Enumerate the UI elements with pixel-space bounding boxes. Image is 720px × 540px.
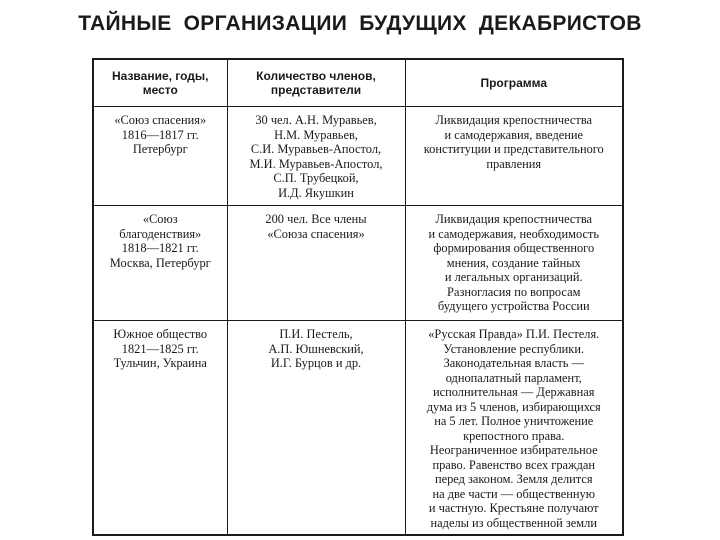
cell-line: будущего устройства России [437, 299, 590, 313]
cell-line: И.Д. Якушкин [278, 185, 354, 200]
cell-program [405, 321, 623, 536]
cell-line: 1816—1817 гг. [121, 127, 199, 142]
cell-name [93, 107, 227, 206]
cell-line: 200 чел. Все члены [265, 212, 367, 226]
cell-line: 1818—1821 гг. [121, 241, 199, 255]
cell-line: Ликвидация крепостничества [435, 113, 593, 127]
cell-line: и частную. Крестьяне получают [428, 501, 599, 515]
cell-line: П.И. Пестель, [279, 327, 353, 341]
cell-line: А.П. Юшневский, [268, 341, 364, 356]
table-header-row [93, 59, 623, 107]
cell-line: Разногласия по вопросам [447, 284, 581, 299]
header-line: место [142, 83, 178, 97]
cell-line: право. Равенство всех граждан [432, 457, 596, 472]
header-members [227, 59, 405, 107]
cell-line: перед законом. Земля делится [434, 472, 593, 486]
cell-members [227, 206, 405, 321]
cell-line: наделы из общественной земли [430, 515, 597, 530]
header-line: Количество членов, [256, 69, 376, 83]
cell-name [93, 321, 227, 536]
decembrist-organizations-table [92, 58, 624, 536]
cell-line: И.Г. Бурцов и др. [270, 356, 362, 370]
cell-line: на 5 лет. Полное уничтожение [434, 414, 594, 428]
cell-line: 30 чел. А.Н. Муравьев, [255, 113, 377, 127]
cell-name [93, 206, 227, 321]
cell-line: и самодержавия, необходимость [428, 226, 600, 241]
cell-program [405, 206, 623, 321]
cell-line: «Союз спасения» [114, 113, 207, 127]
table-row [93, 206, 623, 321]
cell-line: Ликвидация крепостничества [435, 212, 593, 226]
cell-line: Москва, Петербург [109, 255, 211, 270]
cell-line: Установление республики. [443, 341, 585, 356]
header-line: Программа [480, 76, 548, 90]
cell-line: Петербург [132, 142, 188, 156]
cell-line: С.И. Муравьев-Апостол, [250, 142, 382, 156]
cell-line: 1821—1825 гг. [121, 341, 199, 356]
cell-line: Законодательная власть — [443, 356, 584, 370]
table-row [93, 321, 623, 536]
cell-line: С.П. Трубецкой, [273, 171, 359, 185]
cell-line: и самодержавия, введение [444, 127, 584, 142]
cell-line: конституции и представительного [423, 142, 604, 156]
cell-line: Тульчин, Украина [113, 356, 207, 370]
cell-line: благоденствия» [119, 226, 202, 241]
cell-line: правления [486, 156, 542, 171]
cell-line: «Русская Правда» П.И. Пестеля. [428, 327, 600, 341]
cell-line: на две части — общественную [432, 486, 596, 501]
header-line: Название, годы, [111, 69, 209, 83]
cell-line: Неограниченное избирательное [429, 443, 598, 457]
cell-line: «Союз [142, 212, 178, 226]
page-title: ТАЙНЫЕ ОРГАНИЗАЦИИ БУДУЩИХ ДЕКАБРИСТОВ [78, 12, 642, 35]
cell-line: М.И. Муравьев-Апостол, [249, 156, 383, 171]
cell-line: формирования общественного [433, 241, 595, 255]
cell-line: однопалатный парламент, [445, 370, 582, 385]
cell-members [227, 321, 405, 536]
cell-program [405, 107, 623, 206]
header-name-years-place [93, 59, 227, 107]
header-line: представители [270, 83, 362, 97]
cell-line: исполнительная — Державная [433, 385, 595, 399]
cell-line: Н.М. Муравьев, [274, 127, 358, 142]
cell-line: «Союза спасения» [267, 226, 365, 241]
cell-line: Южное общество [113, 327, 208, 341]
cell-line: и легальных организаций. [444, 270, 583, 284]
cell-members [227, 107, 405, 206]
cell-line: мнения, создание тайных [446, 255, 581, 270]
table-row [93, 107, 623, 206]
cell-line: крепостного права. [463, 428, 565, 443]
header-program [405, 59, 623, 107]
cell-line: дума из 5 членов, избирающихся [426, 399, 601, 414]
